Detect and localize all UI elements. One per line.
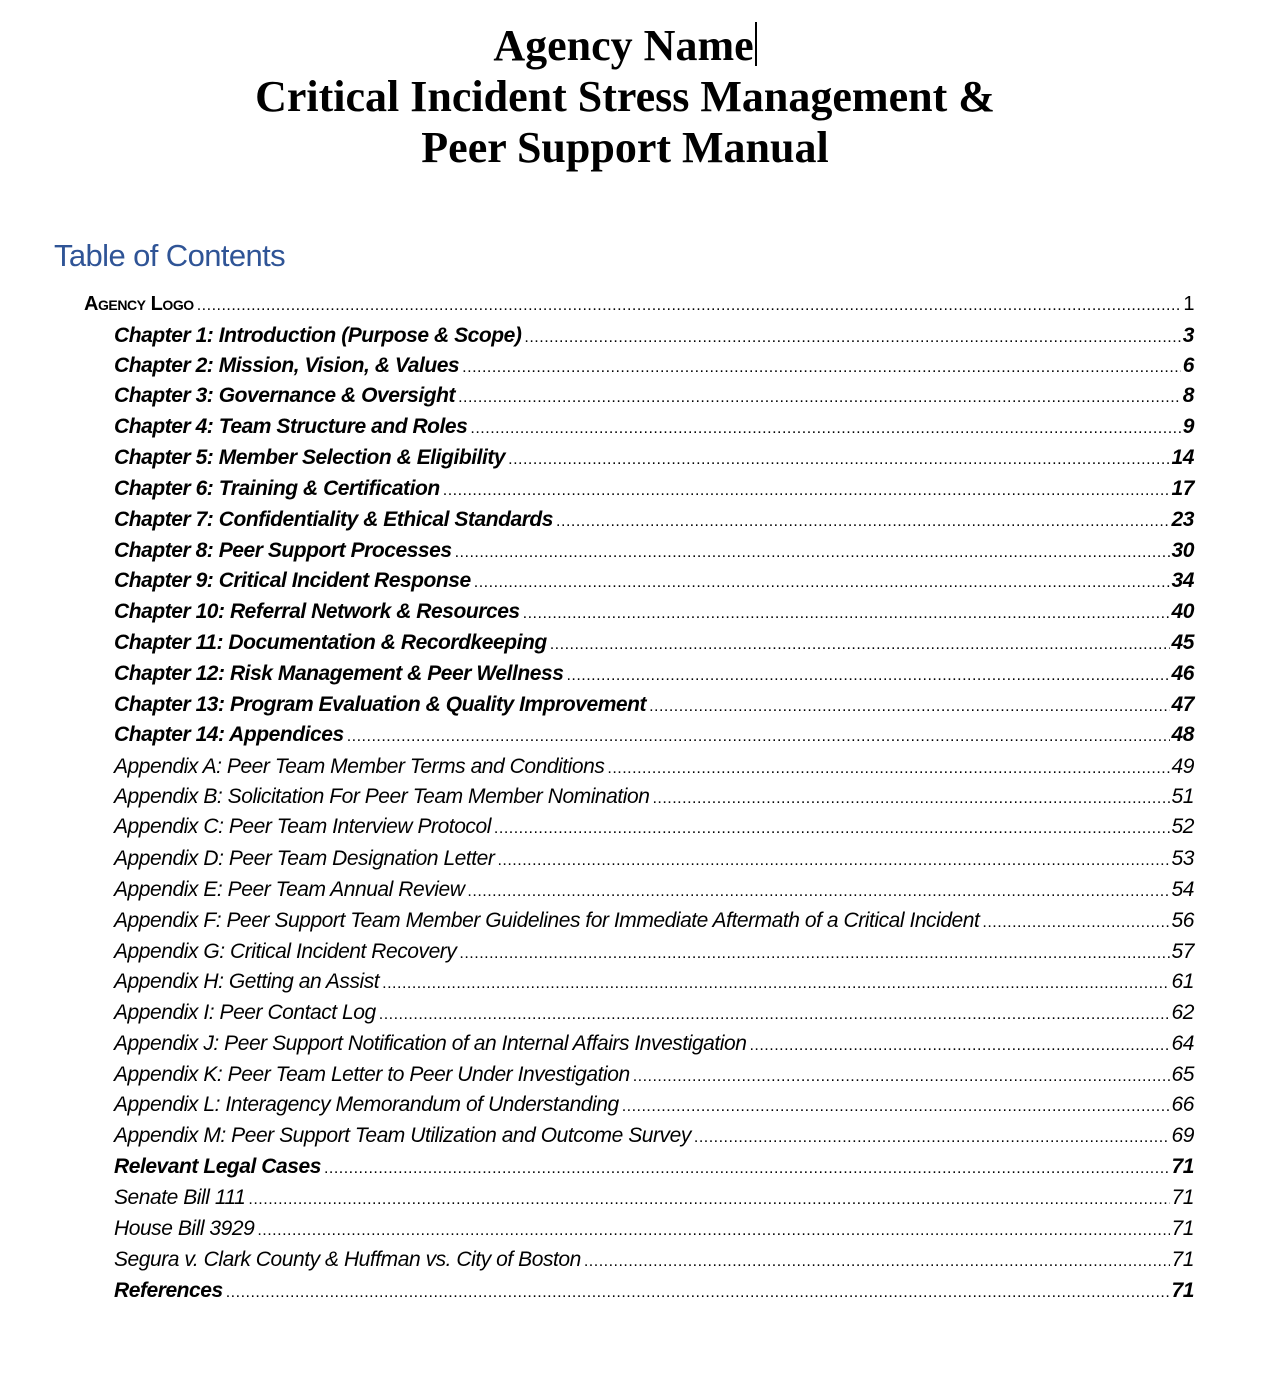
toc-entry[interactable] (114, 812, 1194, 842)
toc-entry-label: Appendix A: Peer Team Member Terms and Conditions (114, 755, 605, 778)
toc-entry-label: Appendix D: Peer Team Designation Letter (114, 847, 495, 870)
toc-entry-label: Appendix F: Peer Support Team Member Guidelines for Immediate Aftermath of a Critical Incident (114, 909, 980, 932)
toc-dot-leader (649, 690, 1169, 722)
toc-entry[interactable] (114, 536, 1194, 566)
toc-entry[interactable] (114, 720, 1194, 750)
toc-entry-label: Chapter 6: Training & Certification (114, 477, 440, 500)
toc-entry-label: Senate Bill 111 (114, 1186, 246, 1209)
toc-entry-label: Appendix J: Peer Support Notification of an Internal Affairs Investigation (114, 1032, 747, 1055)
toc-entry-label: Chapter 8: Peer Support Processes (114, 539, 452, 562)
toc-dot-leader (566, 659, 1169, 691)
toc-entry-page-number: 8 (1182, 384, 1194, 407)
toc-entry-label: Relevant Legal Cases (114, 1155, 321, 1178)
toc-entry[interactable] (114, 1276, 1194, 1306)
toc-heading: Table of Contents (54, 238, 286, 273)
toc-entry-label: Chapter 4: Team Structure and Roles (114, 415, 468, 438)
toc-dot-leader (226, 1276, 1170, 1308)
toc-entry-page-number: 3 (1182, 324, 1194, 347)
toc-entry-page-number: 54 (1171, 878, 1194, 901)
document-title (0, 20, 1250, 173)
toc-entry-label: Appendix K: Peer Team Letter to Peer Under Investigation (114, 1063, 630, 1086)
toc-entry[interactable] (114, 1214, 1194, 1244)
toc-dot-leader (494, 812, 1170, 844)
toc-entry-label: Chapter 3: Governance & Oversight (114, 384, 456, 407)
toc-entry-page-number: 47 (1171, 693, 1194, 716)
toc-entry-label: Appendix E: Peer Team Annual Review (114, 878, 465, 901)
toc-entry[interactable] (114, 967, 1194, 997)
toc-entry[interactable] (114, 1245, 1194, 1275)
toc-entry-page-number: 57 (1171, 940, 1194, 963)
toc-entry-label: Appendix L: Interagency Memorandum of Understanding (114, 1093, 619, 1116)
toc-dot-leader (607, 752, 1169, 784)
toc-entry[interactable] (114, 505, 1194, 535)
toc-entry-page-number: 14 (1171, 446, 1194, 469)
toc-entry[interactable] (114, 566, 1194, 596)
toc-dot-leader (633, 1060, 1170, 1092)
toc-entry[interactable] (114, 752, 1194, 782)
toc-entry-page-number: 51 (1171, 785, 1194, 808)
toc-dot-leader (982, 906, 1169, 938)
toc-entry[interactable] (114, 381, 1194, 411)
toc-dot-leader (324, 1152, 1170, 1184)
toc-dot-leader (694, 1121, 1170, 1153)
toc-entry[interactable] (114, 844, 1194, 874)
toc-entry-page-number: 71 (1171, 1186, 1194, 1209)
toc-entry-page-number: 34 (1171, 569, 1194, 592)
title-line-agency (0, 20, 1250, 71)
toc-entry-page-number: 46 (1171, 662, 1194, 685)
toc-dot-leader (622, 1090, 1170, 1122)
toc-entry-label: Chapter 11: Documentation & Recordkeeping (114, 631, 547, 654)
toc-dot-leader (584, 1245, 1170, 1277)
toc-entry-page-number: 61 (1171, 970, 1194, 993)
toc-entry-page-number: 48 (1171, 723, 1194, 746)
toc-entry[interactable] (114, 474, 1194, 504)
toc-dot-leader (382, 967, 1169, 999)
toc-entry-label: Appendix C: Peer Team Interview Protocol (114, 815, 491, 838)
toc-dot-leader (652, 782, 1169, 814)
toc-entry-page-number: 71 (1171, 1279, 1194, 1302)
toc-entry-page-number: 71 (1171, 1217, 1194, 1240)
toc-entry[interactable] (114, 875, 1194, 905)
toc-entry-page-number: 6 (1182, 354, 1194, 377)
toc-entry-page-number: 9 (1182, 415, 1194, 438)
toc-entry-label: Appendix G: Critical Incident Recovery (114, 940, 457, 963)
toc-dot-leader (379, 998, 1170, 1030)
toc-entry[interactable] (114, 1060, 1194, 1090)
toc-entry-label: Chapter 2: Mission, Vision, & Values (114, 354, 460, 377)
toc-entry-label: Segura v. Clark County & Huffman vs. City of Boston (114, 1248, 581, 1271)
toc-entry-label: Chapter 1: Introduction (Purpose & Scope) (114, 324, 522, 347)
toc-entry[interactable] (114, 906, 1194, 936)
toc-dot-leader (458, 381, 1181, 413)
toc-dot-leader (197, 289, 1182, 321)
toc-entry-page-number: 40 (1171, 600, 1194, 623)
toc-entry-page-number: 49 (1171, 755, 1194, 778)
agency-name[interactable]: Agency Name (493, 21, 754, 70)
toc-entry[interactable] (114, 937, 1194, 967)
toc-entry[interactable] (114, 1090, 1194, 1120)
toc-entry[interactable] (114, 443, 1194, 473)
toc-entry-page-number: 23 (1171, 508, 1194, 531)
toc-entry[interactable] (114, 597, 1194, 627)
toc-entry-label: Chapter 7: Confidentiality & Ethical Standards (114, 508, 554, 531)
toc-entry-page-number: 66 (1171, 1093, 1194, 1116)
toc-entry[interactable] (114, 998, 1194, 1028)
toc-dot-leader (470, 412, 1180, 444)
title-line-3: Peer Support Manual (421, 123, 829, 172)
toc-entry-label: Chapter 12: Risk Management & Peer Wellness (114, 662, 564, 685)
toc-entry-page-number: 71 (1171, 1248, 1194, 1271)
toc-entry-page-number: 56 (1171, 909, 1194, 932)
toc-entry-page-number: 64 (1171, 1032, 1194, 1055)
toc-entry-page-number: 52 (1171, 815, 1194, 838)
text-cursor (755, 22, 757, 66)
toc-dot-leader (467, 875, 1169, 907)
toc-entry[interactable] (84, 289, 1194, 319)
toc-dot-leader (523, 597, 1170, 629)
toc-entry[interactable] (114, 1152, 1194, 1182)
toc-entry[interactable] (114, 321, 1194, 351)
toc-entry-label: Chapter 10: Referral Network & Resources (114, 600, 520, 623)
toc-entry-page-number: 30 (1171, 539, 1194, 562)
toc-entry-page-number: 71 (1171, 1155, 1194, 1178)
toc-entry-page-number: 17 (1171, 477, 1194, 500)
toc-dot-leader (443, 474, 1170, 506)
toc-entry[interactable] (114, 412, 1194, 442)
toc-dot-leader (524, 321, 1180, 353)
toc-dot-leader (550, 628, 1170, 660)
toc-entry-label: Appendix B: Solicitation For Peer Team Member Nomination (114, 785, 650, 808)
toc-entry-label: Agency Logo (84, 293, 194, 315)
title-line-2: Critical Incident Stress Management & (255, 72, 995, 121)
toc-entry[interactable] (114, 659, 1194, 689)
toc-entry[interactable] (114, 690, 1194, 720)
toc-entry-label: Chapter 5: Member Selection & Eligibility (114, 446, 506, 469)
toc-dot-leader (459, 937, 1169, 969)
toc-entry[interactable] (114, 628, 1194, 658)
toc-entry[interactable] (114, 1029, 1194, 1059)
toc-entry-page-number: 69 (1171, 1124, 1194, 1147)
toc-dot-leader (497, 844, 1169, 876)
toc-dot-leader (508, 443, 1169, 475)
toc-entry-page-number: 65 (1171, 1063, 1194, 1086)
toc-dot-leader (474, 566, 1170, 598)
toc-dot-leader (556, 505, 1169, 537)
toc-entry-page-number: 1 (1183, 293, 1194, 315)
toc-dot-leader (462, 351, 1181, 383)
toc-entry-label: Appendix M: Peer Support Team Utilization and Outcome Survey (114, 1124, 691, 1147)
toc-dot-leader (749, 1029, 1169, 1061)
toc-entry-label: Appendix I: Peer Contact Log (114, 1001, 376, 1024)
toc-entry-label: Chapter 14: Appendices (114, 723, 344, 746)
toc-entry-label: References (114, 1279, 223, 1302)
toc-entry[interactable] (114, 351, 1194, 381)
toc-entry-page-number: 45 (1171, 631, 1194, 654)
toc-entry-label: House Bill 3929 (114, 1217, 255, 1240)
toc-entry-label: Chapter 9: Critical Incident Response (114, 569, 471, 592)
toc-dot-leader (257, 1214, 1169, 1246)
toc-entry[interactable] (114, 1121, 1194, 1151)
toc-entry[interactable] (114, 782, 1194, 812)
toc-dot-leader (347, 720, 1170, 752)
toc-entry-page-number: 53 (1171, 847, 1194, 870)
toc-entry-page-number: 62 (1171, 1001, 1194, 1024)
toc-dot-leader (248, 1183, 1169, 1215)
toc-entry-label: Appendix H: Getting an Assist (114, 970, 380, 993)
toc-dot-leader (455, 536, 1170, 568)
toc-entry[interactable] (114, 1183, 1194, 1213)
toc-entry-label: Chapter 13: Program Evaluation & Quality Improvement (114, 693, 647, 716)
